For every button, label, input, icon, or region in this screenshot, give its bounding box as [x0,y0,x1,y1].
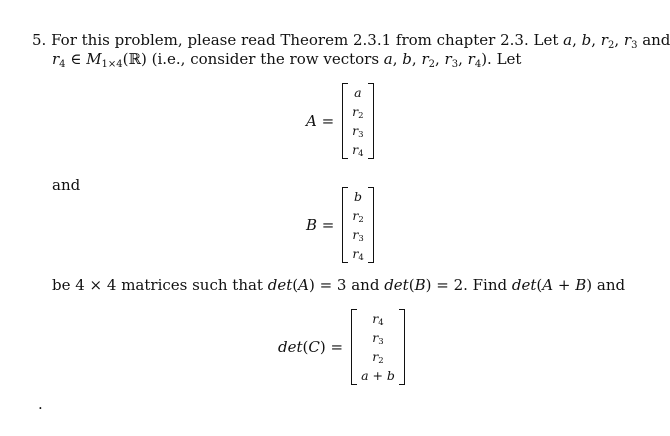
problem-intro-text: For this problem, please read Theorem 2.3.1 from chapter 2.3. Let [51,31,564,49]
matrix-c-entry: r4 [372,311,384,328]
matrix-a-label: A = [306,112,335,130]
problem-sentence: be 4 × 4 matrices such that det(A) = 3 and det(B) = 2. Find det(A + B) and [52,276,626,294]
matrix-b-entry: b [354,189,363,204]
matrix-a-entry: r3 [352,123,364,140]
matrix-b-entry: r3 [352,227,364,244]
matrix-b-entry: r2 [352,208,364,225]
problem-line-2-end: ). Let [481,50,522,68]
matrix-a-equation [306,83,374,159]
matrix-b-label: B = [306,216,335,234]
matrix-a-entry: r4 [352,142,364,159]
matrix-a-entry: r2 [352,104,364,121]
sentence-prefix: be 4 × 4 matrices such that [52,276,268,294]
matrix-c-equation [278,309,405,385]
det-b-value: = 2. Find [431,276,512,294]
final-period: . [38,395,43,413]
matrix-c-entry: r2 [372,349,384,366]
problem-line-1: 5. For this problem, please read Theorem 2.3.1 from chapter 2.3. Let a, b, $r_2$, $r_3$ and [32,31,670,51]
matrix-c-entry: a + b [361,368,395,383]
matrix-c [351,309,405,385]
det-a-value: = 3 and [314,276,385,294]
problem-number: 5. [32,31,47,49]
problem-line-2: $r_4$ ∈ $M_{1\times 4}(ℝ)$ (i.e., consider the row vectors a, b, $r_2$, $r_3$, $r_4$). Let [52,50,522,70]
matrix-b-equation [306,187,374,263]
matrix-c-label: det(C) = [278,338,344,356]
matrix-b-entry: r4 [352,246,364,263]
problem-line-2-text: (ℝ) (i.e., consider the row vectors [122,50,384,68]
and-label: and [52,176,81,194]
matrix-c-entry: r3 [372,330,384,347]
sentence-end: and [592,276,626,294]
matrix-a [342,83,373,159]
matrix-a-entry: a [354,85,362,100]
matrix-b [342,187,373,263]
